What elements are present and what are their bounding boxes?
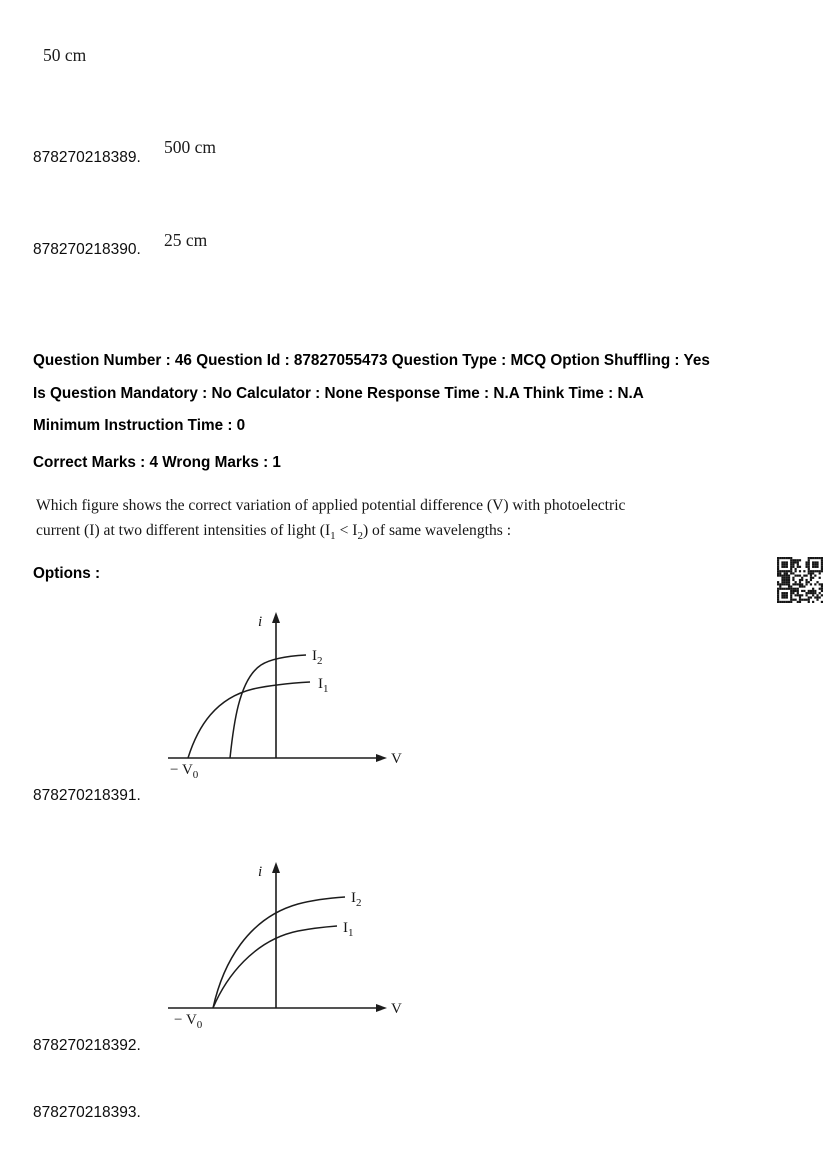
x-axis-label: V (391, 751, 402, 767)
curve-label-i1: $I_1$ (343, 920, 354, 939)
option-id-389: 878270218389. (33, 149, 141, 166)
y-axis-label: i (258, 864, 263, 880)
question-meta-line-3: Minimum Instruction Time : 0 (33, 417, 246, 434)
curve-i1 (213, 926, 337, 1008)
stopping-potential-label: − $V_0$ (170, 762, 199, 781)
option-value-390: 25 cm (164, 230, 208, 250)
y-axis-arrow (272, 862, 280, 873)
y-axis-label: i (258, 614, 263, 630)
x-axis-label: V (391, 1001, 402, 1017)
options-label: Options : (33, 565, 101, 582)
x-axis-arrow (376, 754, 387, 762)
option-id-391: 878270218391. (33, 787, 141, 804)
curve-label-i2: $I_2$ (312, 648, 323, 667)
x-axis-arrow (376, 1004, 387, 1012)
curve-label-i2: $I_2$ (351, 890, 362, 909)
qr-code (777, 557, 823, 603)
option-id-392: 878270218392. (33, 1037, 141, 1054)
option-id-393: 878270218393. (33, 1104, 141, 1121)
option-id-390: 878270218390. (33, 241, 141, 258)
stopping-potential-label: − $V_0$ (174, 1012, 203, 1031)
option-value-top: 50 cm (43, 45, 87, 65)
question-meta-line-1: Question Number : 46 Question Id : 87827055473 Question Type : MCQ Option Shuffling : Yes (33, 352, 710, 369)
option-figure-2 (158, 860, 408, 1038)
curve-label-i1: $I_1$ (318, 676, 329, 695)
question-meta-line-2: Is Question Mandatory : No Calculator : None Response Time : N.A Think Time : N.A (33, 385, 644, 402)
question-meta-line-4: Correct Marks : 4 Wrong Marks : 1 (33, 454, 281, 471)
option-value-389: 500 cm (164, 137, 217, 157)
y-axis-arrow (272, 612, 280, 623)
curve-i1 (188, 682, 310, 758)
curve-i2 (213, 897, 345, 1008)
question-text-line1: Which figure shows the correct variation of applied potential difference (V) with photoelectric (36, 497, 626, 514)
question-text-line2: current (I) at two different intensities of light $(I_1 < I_2)$ of same wavelengths : (36, 522, 512, 543)
question-text (36, 493, 625, 543)
curve-i2 (230, 655, 306, 758)
option-figure-1 (158, 610, 408, 788)
